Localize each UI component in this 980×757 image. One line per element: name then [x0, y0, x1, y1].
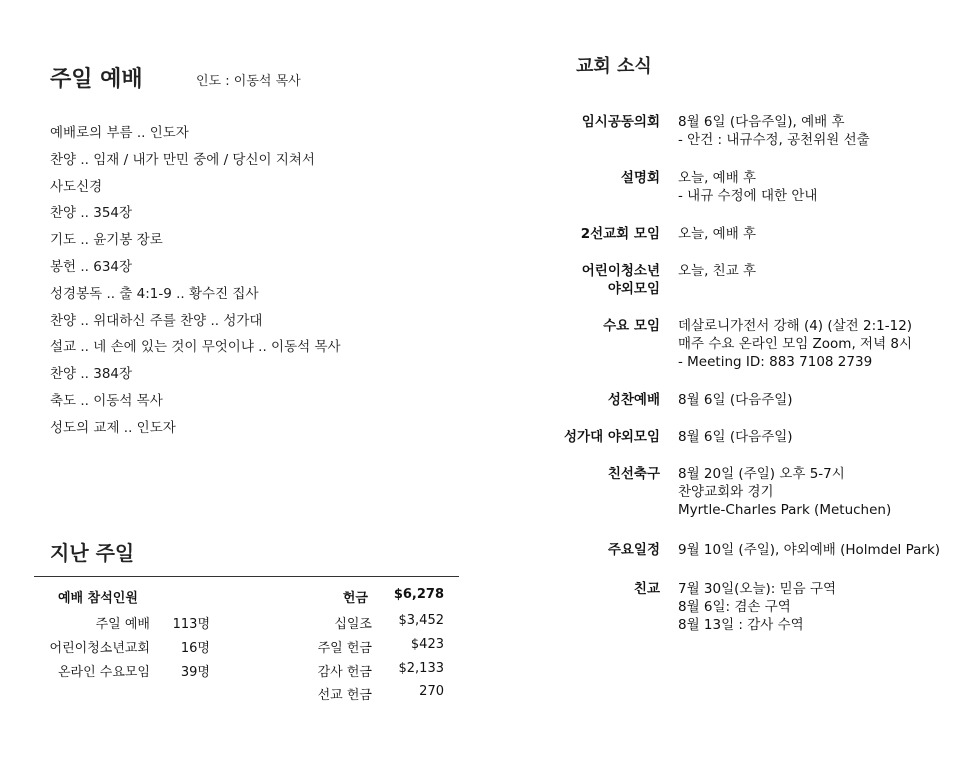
offering-label: 주일 헌금 — [317, 641, 372, 656]
news-item-line: 오늘, 예배 후 — [678, 170, 757, 186]
news-item-line: 8월 6일: 겸손 구역 — [678, 599, 791, 615]
news-item-label: 친선축구 — [607, 466, 660, 482]
news-item-line: 매주 수요 온라인 모임 Zoom, 저녁 8시 — [678, 336, 913, 352]
order-item: 찬양 .. 임재 / 내가 만민 중에 / 당신이 지쳐서 — [50, 151, 315, 168]
news-item-label: 어린이청소년 야외모임 — [581, 263, 660, 297]
news-item-line: 8월 6일 (다음주일) — [678, 392, 793, 408]
attendance-label: 어린이청소년교회 — [49, 641, 150, 656]
attendance-count: 39명 — [180, 665, 210, 680]
order-item: 예배로의 부름 .. 인도자 — [50, 125, 189, 141]
offering-label: 선교 헌금 — [317, 688, 372, 703]
news-item-line: 9월 10일 (주일), 야외예배 (Holmdel Park) — [678, 542, 941, 558]
worship-leader: 인도 : 이동석 목사 — [196, 74, 301, 89]
offering-total: $6,278 — [393, 587, 444, 602]
order-item: 찬양 .. 354장 — [50, 205, 133, 222]
news-item-line: 8월 6일 (다음주일), 예배 후 — [678, 114, 845, 130]
attendance-count: 16명 — [180, 641, 210, 656]
news-item-line: - 안건 : 내규수정, 공천위원 선출 — [678, 132, 870, 148]
news-item-label: 성찬예배 — [607, 392, 660, 408]
news-item-line: 8월 13일 : 감사 수역 — [678, 617, 804, 633]
order-item: 찬양 .. 384장 — [50, 366, 133, 383]
order-item: 설교 .. 네 손에 있는 것이 무엇이냐 .. 이동석 목사 — [50, 339, 341, 356]
offering-amount: $423 — [410, 637, 444, 652]
worship-order-list — [50, 120, 490, 442]
order-item: 봉헌 .. 634장 — [50, 258, 133, 275]
attendance-count: 113명 — [172, 617, 210, 632]
offering-label: 십일조 — [334, 617, 372, 632]
news-item-line: 찬양교회와 경기 — [678, 484, 774, 500]
last-week-title: 지난 주일 — [50, 541, 135, 565]
offering-amount: $3,452 — [398, 613, 444, 628]
news-item-line: 오늘, 친교 후 — [678, 263, 757, 279]
news-item-line: - 내규 수정에 대한 안내 — [678, 188, 818, 204]
order-item: 사도신경 — [50, 178, 103, 195]
news-item-label: 2선교회 모임 — [580, 226, 660, 242]
offering-header: 헌금 — [342, 591, 368, 606]
news-item-label: 수요 모임 — [603, 318, 660, 334]
offering-amount: $2,133 — [398, 661, 444, 676]
attendance-header: 예배 참석인원 — [58, 591, 138, 606]
news-item-label: 성가대 야외모임 — [564, 429, 660, 445]
order-item: 축도 .. 이동석 목사 — [50, 392, 163, 409]
attendance-label: 주일 예배 — [95, 617, 150, 632]
news-item-line: 8월 20일 (주일) 오후 5-7시 — [678, 466, 845, 482]
attendance-label: 온라인 수요모임 — [57, 665, 150, 680]
order-item: 찬양 .. 위대하신 주를 찬양 .. 성가대 — [50, 312, 263, 329]
order-item: 성경봉독 .. 출 4:1-9 .. 황수진 집사 — [50, 285, 259, 302]
section-divider — [34, 576, 459, 577]
news-item-line: 7월 30일(오늘): 믿음 구역 — [678, 581, 837, 597]
offering-label: 감사 헌금 — [317, 665, 372, 680]
news-item-label: 주요일정 — [607, 542, 660, 558]
news-item-label: 임시공동의회 — [581, 114, 660, 130]
news-item-line: 오늘, 예배 후 — [678, 226, 757, 242]
news-item-line: Myrtle-Charles Park (Metuchen) — [678, 502, 892, 518]
news-item-line: 데살로니가전서 강해 (4) (살전 2:1-12) — [678, 318, 913, 334]
news-item-line: 8월 6일 (다음주일) — [678, 429, 793, 445]
news-item-label: 설명회 — [620, 170, 660, 186]
news-item-label: 친교 — [633, 581, 660, 597]
news-item-line: - Meeting ID: 883 7108 2739 — [678, 354, 873, 370]
worship-title: 주일 예배 — [50, 67, 143, 92]
order-item: 성도의 교제 .. 인도자 — [50, 419, 176, 436]
news-title: 교회 소식 — [576, 56, 652, 77]
offering-amount: 270 — [419, 684, 444, 699]
order-item: 기도 .. 윤기봉 장로 — [50, 232, 163, 249]
